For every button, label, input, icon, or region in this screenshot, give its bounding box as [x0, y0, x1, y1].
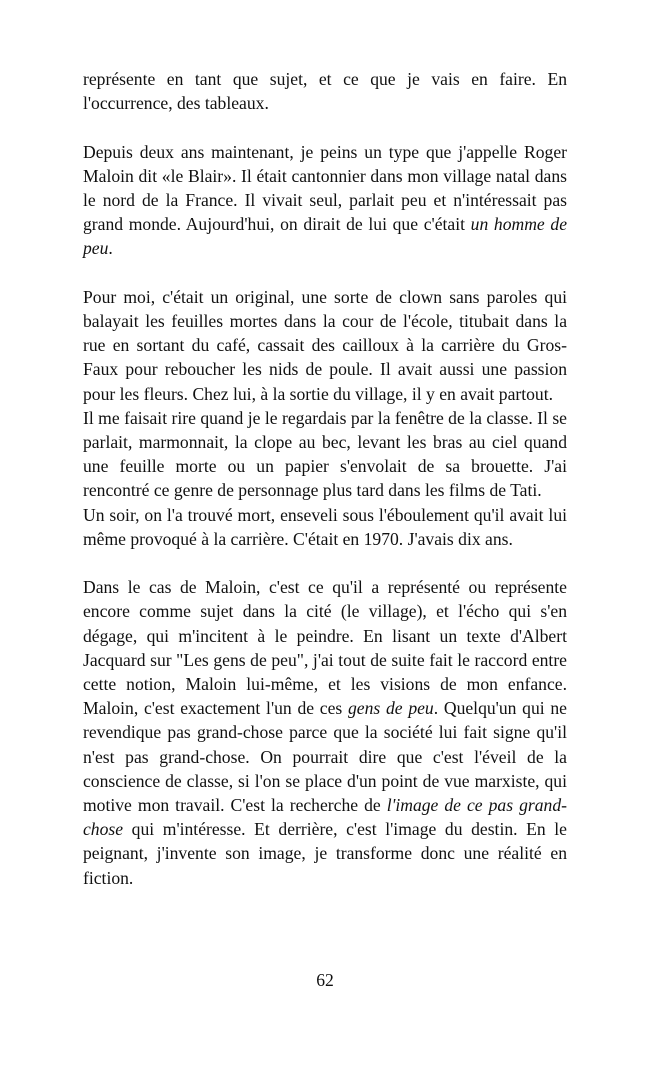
paragraph-2 — [83, 140, 567, 261]
page-number: 62 — [316, 970, 334, 990]
text-segment: représente en tant que sujet, et ce que je vais en faire. En l'occurrence, des tableaux. — [83, 69, 567, 114]
text-segment: qui m'intéresse. Et derrière, c'est l'image du destin. En le peignant, j'invente son image, je transforme donc une réalité en fiction. — [83, 819, 567, 888]
text-segment: Un soir, on l'a trouvé mort, enseveli sous l'éboulement qu'il avait lui même provoqué à la carrière. C'était en 1970. J'avais dix ans. — [83, 504, 567, 549]
paragraph-1 — [83, 67, 567, 115]
text-segment: . — [108, 238, 113, 259]
text-segment: Dans le cas de Maloin, c'est ce qu'il a représenté ou représente encore comme sujet dans la cité (le village), et l'écho qui s'en dégage, qui m'incitent à le peindre. En lisant un texte d'Albert Jacquard sur "Les gens de peu", j'ai tout de suite fait le raccord entre cette notion, Maloin lui-même, et les visions de mon enfance. Maloin, c'est exactement l'un de ces — [83, 577, 567, 719]
paragraph-gap — [83, 261, 567, 285]
paragraph-gap — [83, 551, 567, 575]
paragraph-4 — [83, 406, 567, 503]
paragraph-6 — [83, 575, 567, 890]
italic-segment: gens de peu — [348, 698, 434, 719]
text-segment: Depuis deux ans maintenant, je peins un type que j'appelle Roger Maloin dit «le Blair». Il était cantonnier dans mon village natal dans le nord de la France. Il vivait seul, parlait peu et n'intéressait pas grand monde. Aujourd'hui, on dirait de lui que c'était — [83, 141, 567, 235]
text-segment: . Quelqu'un qui ne revendique pas grand-chose parce que la société lui fait signe qu'il n'est pas grand-chose. On pourrait dire que c'est l'éveil de la conscience de classe, si l'on se place d'un point de vue marxiste, qui motive mon travail. C'est la recherche de — [83, 698, 567, 816]
italic-segment: un homme de peu — [83, 214, 568, 259]
text-segment: Il me faisait rire quand je le regardais par la fenêtre de la classe. Il se parlait, marmonnait, la clope au bec, levant les bras au ciel quand une feuille morte ou un papier s'envolait de sa brouette. J'ai rencontré ce genre de personnage plus tard dans les films de Tati. — [83, 407, 567, 501]
italic-segment: l'image de ce pas grand-chose — [83, 795, 567, 840]
paragraph-gap — [83, 115, 567, 139]
text-segment: Pour moi, c'était un original, une sorte de clown sans paroles qui balayait les feuilles mortes dans la cour de l'école, titubait dans la rue en sortant du café, cassait des cailloux à la carrière du Gros-Faux pour reboucher les nids de poule. Il avait aussi une passion pour les fleurs. Chez lui, à la sortie du village, il y en avait partout. — [83, 286, 567, 404]
paragraph-5 — [83, 503, 567, 551]
page-body — [83, 67, 567, 890]
paragraph-3 — [83, 285, 567, 406]
